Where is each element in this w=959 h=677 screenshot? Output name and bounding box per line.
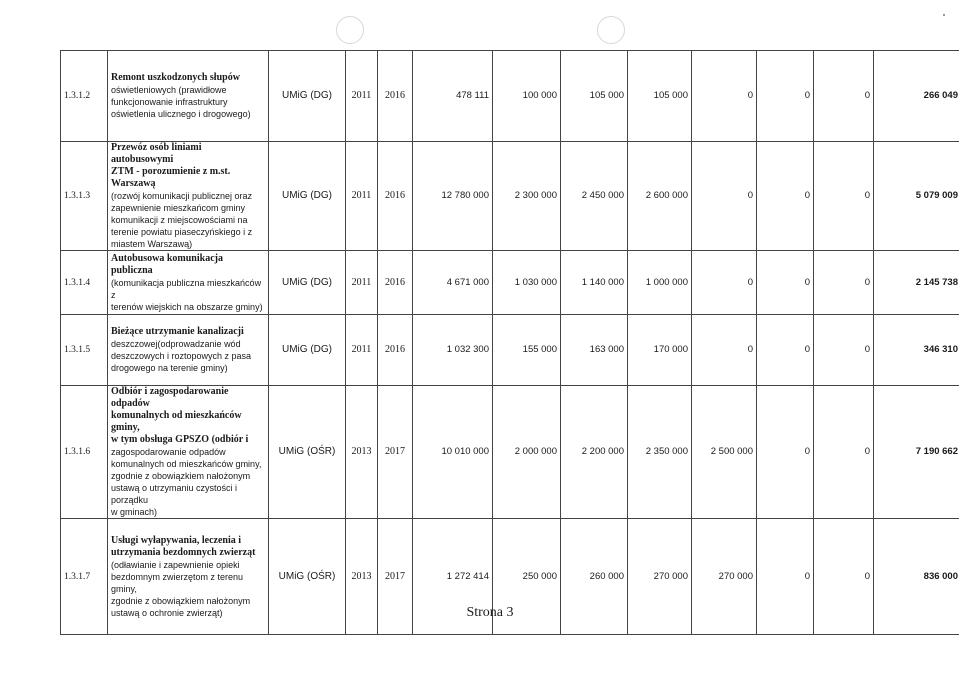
year-from-cell: 2011 (346, 251, 378, 315)
amount-cell: 0 (814, 519, 874, 635)
task-detail-line: bezdomnym zwierzętom z terenu gminy, (111, 571, 244, 594)
task-detail-line: ustawą o utrzymaniu czystości i porządku (111, 483, 238, 505)
task-detail-line: drogowego na terenie gminy) (111, 363, 228, 373)
task-id-cell: 1.3.1.3 (61, 142, 108, 251)
page-number: Strona 3 (466, 605, 514, 620)
task-id-cell: 1.3.1.4 (61, 251, 108, 315)
task-description-cell (108, 386, 269, 519)
task-id-cell: 1.3.1.5 (61, 315, 108, 386)
task-detail-line: funkcjonowanie infrastruktury (111, 97, 228, 107)
amount-cell: 0 (757, 142, 814, 251)
year-to-cell: 2016 (378, 51, 413, 142)
task-detail-line: zapewnienie mieszkańcom gminy (111, 203, 246, 213)
task-description-cell (108, 51, 269, 142)
amount-cell: 4 671 000 (413, 251, 493, 315)
amount-cell: 2 600 000 (628, 142, 692, 251)
amount-cell: 10 010 000 (413, 386, 493, 519)
amount-cell: 170 000 (628, 315, 692, 386)
year-from-cell: 2013 (346, 386, 378, 519)
total-limit-cell: 2 145 738 (874, 251, 959, 315)
task-detail-line: komunikacji z miejscowościami na (111, 215, 248, 225)
amount-cell: 100 000 (493, 51, 561, 142)
amount-cell: 0 (757, 51, 814, 142)
responsible-unit-cell: UMiG (DG) (269, 142, 346, 251)
amount-cell: 0 (692, 51, 757, 142)
amount-cell: 155 000 (493, 315, 561, 386)
task-detail-line: terenie powiatu piaseczyńskiego i z (111, 227, 253, 237)
amount-cell: 163 000 (561, 315, 628, 386)
amount-cell: 105 000 (628, 51, 692, 142)
task-title-line: Bieżące utrzymanie kanalizacji (111, 326, 244, 337)
amount-cell: 0 (814, 51, 874, 142)
amount-cell: 1 030 000 (493, 251, 561, 315)
year-to-cell: 2017 (378, 519, 413, 635)
total-limit-cell: 7 190 662 (874, 386, 959, 519)
task-title-line: Odbiór i zagospodarowanie odpadów (111, 386, 229, 409)
task-detail-line: terenów wiejskich na obszarze gminy) (111, 301, 263, 312)
total-limit-cell: 346 310 (874, 315, 959, 386)
total-limit-cell: 266 049 (874, 51, 959, 142)
task-id-cell: 1.3.1.7 (61, 519, 108, 635)
task-detail-line: w gminach) (111, 507, 158, 517)
amount-cell: 0 (757, 315, 814, 386)
task-detail-line: komunalnych od mieszkańców gminy, (111, 459, 262, 469)
amount-cell: 0 (692, 251, 757, 315)
task-id-cell: 1.3.1.6 (61, 386, 108, 519)
amount-cell: 0 (757, 519, 814, 635)
responsible-unit-cell: UMiG (OŚR) (269, 519, 346, 635)
amount-cell: 478 111 (413, 51, 493, 142)
year-to-cell: 2016 (378, 315, 413, 386)
amount-cell: 270 000 (692, 519, 757, 635)
responsible-unit-cell: UMiG (DG) (269, 315, 346, 386)
amount-cell: 2 450 000 (561, 142, 628, 251)
task-description-cell (108, 251, 269, 315)
task-detail-line: oświetlenia ulicznego i drogowego) (111, 109, 251, 119)
task-detail-line: zgodnie z obowiązkiem nałożonym (111, 471, 251, 481)
amount-cell: 0 (814, 142, 874, 251)
responsible-unit-cell: UMiG (OŚR) (269, 386, 346, 519)
task-detail-line: miastem Warszawą) (111, 239, 193, 249)
total-limit-cell: 836 000 (874, 519, 959, 635)
amount-cell: 2 350 000 (628, 386, 692, 519)
budget-table (60, 50, 959, 635)
amount-cell: 0 (814, 251, 874, 315)
amount-cell: 105 000 (561, 51, 628, 142)
year-to-cell: 2017 (378, 386, 413, 519)
year-from-cell: 2013 (346, 519, 378, 635)
amount-cell: 0 (692, 315, 757, 386)
amount-cell: 0 (757, 251, 814, 315)
amount-cell: 2 500 000 (692, 386, 757, 519)
task-title-line: Remont uszkodzonych słupów (111, 72, 240, 83)
task-detail-line: (odławianie i zapewnienie opieki (111, 559, 240, 570)
scan-speck (943, 14, 945, 16)
amount-cell: 1 272 414 (413, 519, 493, 635)
task-detail-line: (rozwój komunikacji publicznej oraz (111, 191, 253, 201)
amount-cell: 1 032 300 (413, 315, 493, 386)
amount-cell: 1 000 000 (628, 251, 692, 315)
amount-cell: 270 000 (628, 519, 692, 635)
task-title-line: w tym obsługa GPSZO (odbiór i (111, 434, 249, 445)
amount-cell: 1 140 000 (561, 251, 628, 315)
amount-cell: 12 780 000 (413, 142, 493, 251)
amount-cell: 0 (814, 386, 874, 519)
task-detail-line: deszczowej(odprowadzanie wód (111, 339, 241, 349)
task-detail-line: (komunikacja publiczna mieszkańców z (111, 277, 262, 300)
year-to-cell: 2016 (378, 251, 413, 315)
table-row (61, 251, 959, 315)
table-row (61, 315, 959, 386)
year-from-cell: 2011 (346, 315, 378, 386)
task-detail-line: deszczowych i roztopowych z pasa (111, 351, 252, 361)
amount-cell: 2 300 000 (493, 142, 561, 251)
responsible-unit-cell: UMiG (DG) (269, 51, 346, 142)
task-description-cell (108, 142, 269, 251)
amount-cell: 2 200 000 (561, 386, 628, 519)
amount-cell: 2 000 000 (493, 386, 561, 519)
year-from-cell: 2011 (346, 51, 378, 142)
punch-hole-left (336, 16, 364, 44)
task-detail-line: zagospodarowanie odpadów (111, 447, 226, 457)
task-description-cell (108, 315, 269, 386)
table-row (61, 51, 959, 142)
task-title-line: Autobusowa komunikacja publiczna (111, 252, 223, 276)
task-detail-line: oświetleniowych (prawidłowe (111, 85, 227, 95)
task-title-line: ZTM - porozumienie z m.st. Warszawą (111, 166, 231, 189)
amount-cell: 0 (814, 315, 874, 386)
amount-cell: 250 000 (493, 519, 561, 635)
table-row (61, 386, 959, 519)
year-to-cell: 2016 (378, 142, 413, 251)
task-title-line: Przewóz osób liniami autobusowymi (111, 142, 202, 165)
total-limit-cell: 5 079 009 (874, 142, 959, 251)
year-from-cell: 2011 (346, 142, 378, 251)
amount-cell: 0 (692, 142, 757, 251)
amount-cell: 260 000 (561, 519, 628, 635)
task-title-line: utrzymania bezdomnych zwierząt (111, 546, 256, 558)
amount-cell: 0 (757, 386, 814, 519)
responsible-unit-cell: UMiG (DG) (269, 251, 346, 315)
task-id-cell: 1.3.1.2 (61, 51, 108, 142)
punch-hole-right (597, 16, 625, 44)
task-title-line: Usługi wyłapywania, leczenia i (111, 534, 242, 546)
task-title-line: komunalnych od mieszkańców gminy, (111, 410, 242, 433)
table-row (61, 142, 959, 251)
task-detail-line: ustawą o ochronie zwierząt) (111, 607, 223, 618)
task-detail-line: zgodnie z obowiązkiem nałożonym (111, 595, 251, 606)
